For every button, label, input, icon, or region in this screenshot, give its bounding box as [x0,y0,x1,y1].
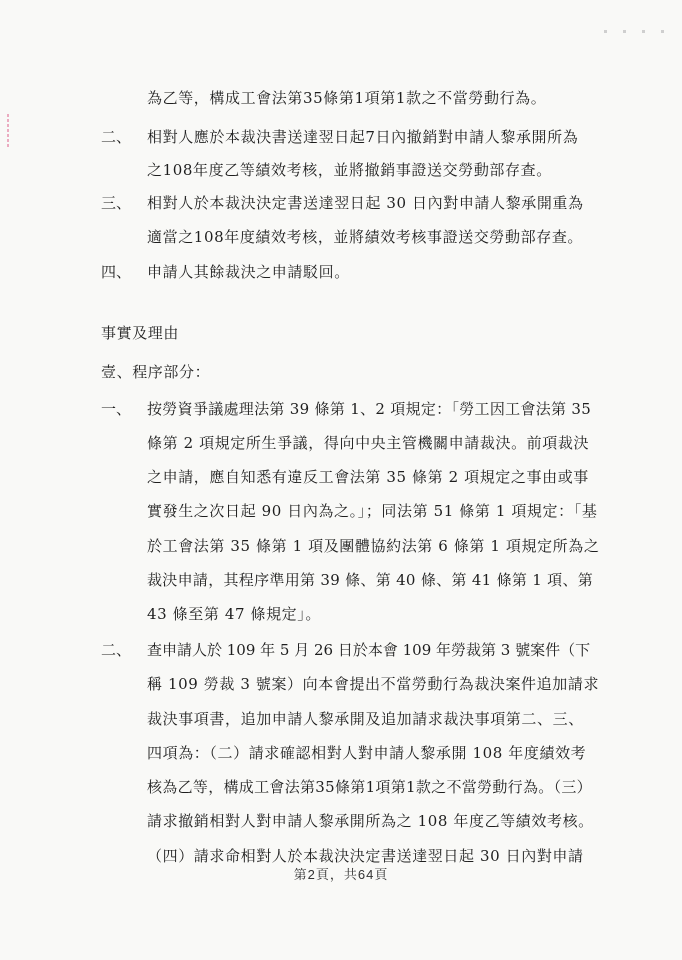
procedure-item-2-line-7: （四）請求命相對人於本裁決決定書送達翌日起 30 日內對申請 [147,847,584,865]
procedure-item-1-number: 一、 [101,400,132,418]
decision-item-4-number: 四、 [101,263,132,281]
subsection-heading: 壹、程序部分： [101,363,211,381]
procedure-item-2-line-1: 查申請人於 109 年 5 月 26 日於本會 109 年勞裁第 3 號案件（下 [147,641,591,659]
section-heading: 事實及理由 [101,324,180,342]
procedure-item-2-number: 二、 [101,641,132,659]
procedure-item-1-line-6: 裁決申請，其程序準用第 39 條、第 40 條、第 41 條第 1 項、第 [147,571,594,589]
procedure-item-1-line-3: 之申請，應自知悉有違反工會法第 35 條第 2 項規定之事由或事 [147,468,589,486]
procedure-item-1-line-4: 實發生之次日起 90 日內為之。」；同法第 51 條第 1 項規定：「基 [147,502,598,520]
decision-item-2-line-1: 相對人應於本裁決書送達翌日起7日內撤銷對申請人黎承開所為 [147,128,579,146]
procedure-item-2-line-2: 稱 109 勞裁 3 號案）向本會提出不當勞動行為裁決案件追加請求 [147,675,600,693]
decision-item-2-number: 二、 [101,128,132,146]
procedure-item-1-line-2: 條第 2 項規定所生爭議，得向中央主管機關申請裁決。前項裁決 [147,434,590,452]
procedure-item-1-line-5: 於工會法第 35 條第 1 項及團體協約法第 6 條第 1 項規定所為之 [147,537,600,555]
procedure-item-2-line-6: 請求撤銷相對人對申請人黎承開所為之 108 年度乙等績效考核。 [147,812,594,830]
procedure-item-2-line-3: 裁決事項書，追加申請人黎承開及追加請求裁決事項第二、三、 [147,710,584,728]
margin-stamp-mark [4,112,12,160]
procedure-item-2-line-4: 四項為：（二）請求確認相對人對申請人黎承開 108 年度績效考 [147,744,587,762]
decision-item-1-line-1: 為乙等，構成工會法第35條第1項第1款之不當勞動行為。 [147,89,547,107]
decision-item-2-line-2: 之108年度乙等績效考核，並將撤銷事證送交勞動部存查。 [147,161,552,179]
decision-item-3-number: 三、 [101,194,132,212]
procedure-item-1-line-1: 按勞資爭議處理法第 39 條第 1、2 項規定：「勞工因工會法第 35 [147,400,592,418]
decision-item-3-line-2: 適當之108年度績效考核，並將績效考核事證送交勞動部存查。 [147,228,584,246]
procedure-item-2-line-5: 核為乙等，構成工會法第35條第1項第1款之不當勞動行為。（三） [147,778,592,796]
procedure-item-1-line-7: 43 條至第 47 條規定」。 [147,605,321,623]
decision-item-4-line-1: 申請人其餘裁決之申請駁回。 [147,263,350,281]
decision-item-3-line-1: 相對人於本裁決決定書送達翌日起 30 日內對申請人黎承開重為 [147,194,584,212]
scan-artifact-dots [596,18,672,37]
page-footer: 第2頁，共64頁 [293,867,389,882]
